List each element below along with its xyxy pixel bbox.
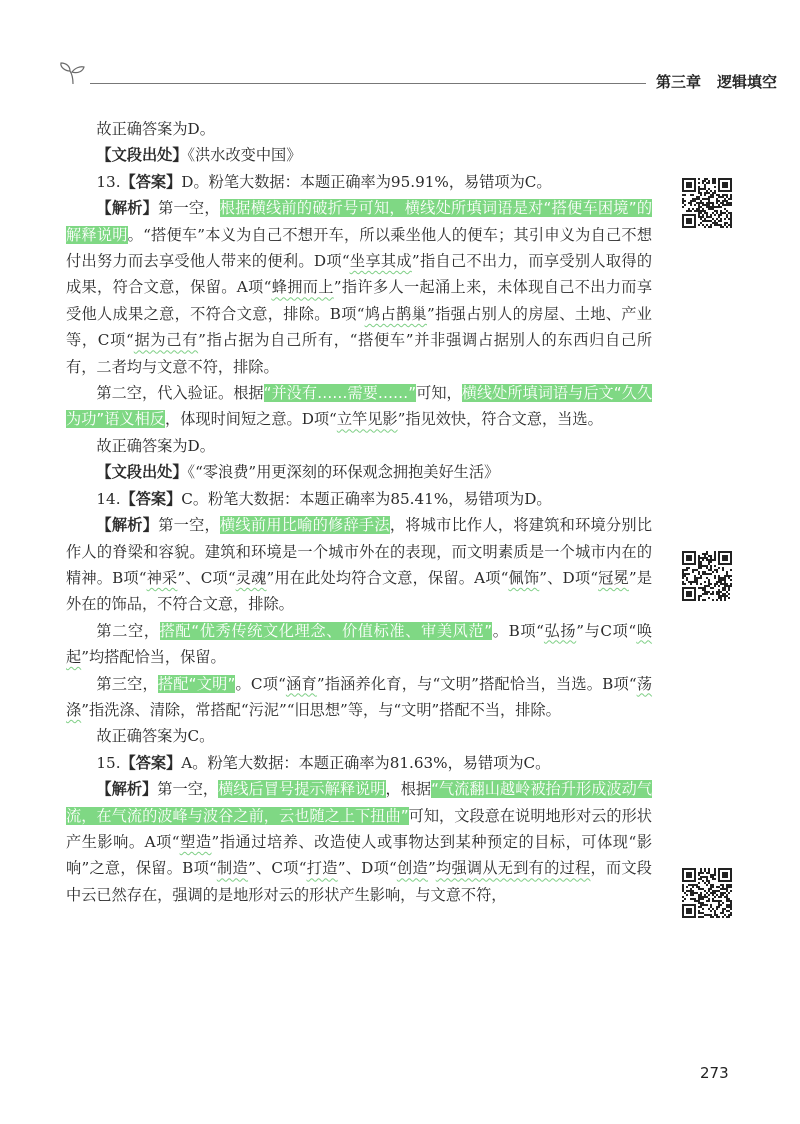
q14-blank-3: 第三空，搭配“文明”。C项“涵育”指涵养化育，与“文明”搭配恰当，当选。B项“荡涤”指洗涤、清除，常搭配“污泥”“旧思想”等，与“文明”搭配不当，排除。 (66, 674, 653, 719)
wavy-term: 创造 (396, 859, 428, 878)
wavy-term: 荡涤 (66, 674, 653, 719)
highlight: 横线后冒号提示解释说明 (218, 780, 386, 799)
highlight: 横线处所填词语与后文“久久为功”语义相反 (66, 384, 653, 429)
q13-answer: 13.【答案】D。粉笔大数据：本题正确率为95.91%，易错项为C。 (96, 172, 552, 191)
section-label: 逻辑填空 (717, 73, 778, 91)
source-line: 【文段出处】《“零浪费”用更深刻的环保观念拥抱美好生活》 (96, 463, 500, 482)
wavy-term: 打造 (306, 859, 338, 878)
answer-line: 故正确答案为C。 (96, 727, 215, 746)
wavy-term: 灵魂 (235, 568, 267, 587)
highlight: 横线前用比喻的修辞手法 (219, 516, 390, 535)
q15-analysis: 【解析】第一空，横线后冒号提示解释说明，根据“气流翻山越岭被抬升形成波动气流，在气流的波峰与波谷之前，云也随之上下扭曲”可知，文段意在说明地形对云的形状产生影响。A项“塑造”指通过培养、改造使人或事物达到某种预定的目标，可体现“影响”之意，保留。B项“制造”、C项“打造”、D项“创造”均强调从无到有的过程，而文段中云已然存在，强调的是地形对云的形状产生影响，与文意不符， (66, 780, 653, 904)
wavy-term: 立竿见影 (336, 410, 398, 429)
wavy-term: 均强调从无到有的过程 (435, 859, 591, 878)
wavy-term: 制造 (216, 859, 248, 878)
qr-code-icon[interactable] (682, 868, 732, 918)
q15-answer: 15.【答案】A。粉笔大数据：本题正确率为81.63%，易错项为C。 (96, 753, 551, 772)
q14-blank-2: 第二空，搭配“优秀传统文化理念、价值标准、审美风范”。B项“弘扬”与C项“唤起”均搭配恰当，保留。 (66, 621, 653, 667)
wavy-term: 涵育 (285, 674, 317, 693)
source-tag: 【文段出处】 (96, 146, 188, 165)
qr-code-icon[interactable] (682, 178, 732, 228)
wavy-term: 坐享其成 (349, 252, 412, 271)
running-header (56, 60, 778, 100)
qr-code-icon[interactable] (682, 551, 732, 601)
highlight: 根据横线前的破折号可知，横线处所填词语是对“搭便车困境”的解释说明 (66, 199, 653, 244)
wavy-term: 塑造 (179, 832, 212, 851)
chapter-title (656, 71, 777, 92)
q14-analysis: 【解析】第一空，横线前用比喻的修辞手法，将城市比作人，将建筑和环境分别比作人的脊梁和容貌。建筑和环境是一个城市外在的表现，而文明素质是一个城市内在的精神。B项“神采”、C项“灵魂”用在此处均符合文意，保留。A项“佩饰”、D项“冠冕”是外在的饰品，不符合文意，排除。 (66, 516, 653, 614)
wavy-term: 弘扬 (543, 621, 577, 640)
highlight: “气流翻山越岭被抬升形成波动气流，在气流的波峰与波谷之前，云也随之上下扭曲” (66, 780, 653, 825)
q13-blank-2: 第二空，代入验证。根据“并没有……需要……”可知，横线处所填词语与后文“久久为功”语义相反，体现时间短之意。D项“立竿见影”指见效快，符合文意，当选。 (66, 384, 653, 429)
header-rule (90, 83, 646, 84)
answer-line: 故正确答案为D。 (96, 436, 215, 455)
page-body (66, 116, 652, 908)
analysis-tag: 【解析】 (96, 780, 158, 799)
highlight: 搭配“文明” (157, 674, 236, 693)
wavy-term: 据为己有 (133, 331, 199, 350)
highlight: 搭配“优秀传统文化理念、价值标准、审美风范” (159, 621, 493, 640)
answer-tag: 【答案】 (120, 172, 182, 191)
analysis-tag: 【解析】 (96, 516, 159, 535)
q13-analysis: 【解析】第一空，根据横线前的破折号可知，横线处所填词语是对“搭便车困境”的解释说明。“搭便车”本义为自己不想开车，所以乘坐他人的便车；其引申义为自己不想付出努力而去享受他人带来的便利。D项“坐享其成”指自己不出力，而享受别人取得的成果，符合文意，保留。A项“蜂拥而上”指许多人一起涌上来，未体现自己不出力而享受他人成果之意，不符合文意，排除。B项“鸠占鹊巢”指强占别人的房屋、土地、产业等，C项“据为己有”指占据为自己所有，“搭便车”并非强调占据别人的东西归自己所有，二者均与文意不符，排除。 (66, 199, 653, 376)
answer-line: 故正确答案为D。 (96, 120, 215, 138)
source-line: 【文段出处】《洪水改变中国》 (96, 146, 302, 165)
wavy-term: 蜂拥而上 (271, 278, 334, 297)
answer-tag: 【答案】 (120, 489, 182, 508)
highlight: “并没有……需要……” (263, 384, 417, 403)
wavy-term: 神采 (146, 568, 178, 587)
wavy-term: 鸠占鹊巢 (364, 304, 427, 323)
chapter-label: 第三章 (656, 73, 702, 91)
analysis-tag: 【解析】 (96, 199, 159, 218)
q14-answer: 14.【答案】C。粉笔大数据：本题正确率为85.41%，易错项为D。 (96, 489, 552, 508)
source-tag: 【文段出处】 (96, 463, 188, 482)
answer-tag: 【答案】 (120, 753, 182, 772)
page-number: 273 (700, 1064, 729, 1082)
wavy-term: 冠冕 (598, 568, 629, 587)
sprout-icon (56, 60, 90, 86)
wavy-term: 佩饰 (508, 568, 540, 587)
wavy-term: 唤起 (66, 621, 653, 667)
